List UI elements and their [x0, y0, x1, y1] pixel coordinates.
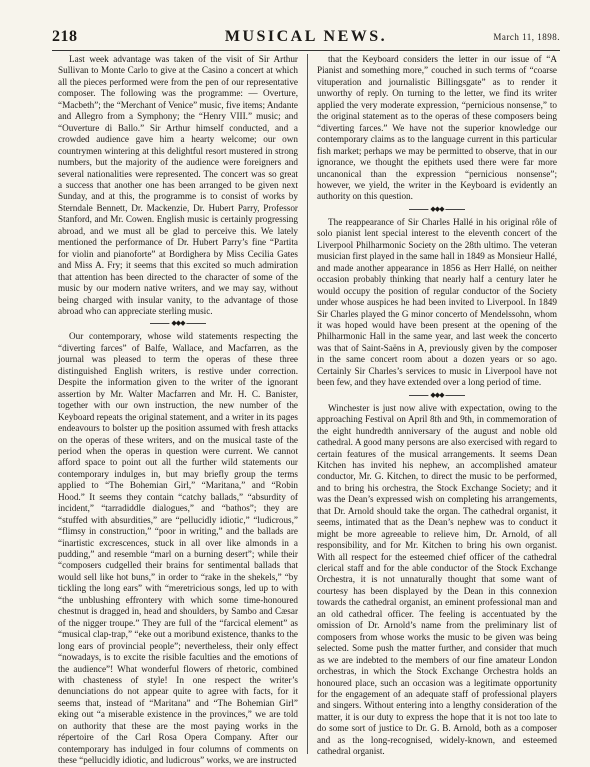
- journal-title: MUSICAL NEWS.: [224, 28, 388, 45]
- right-column: [317, 54, 557, 757]
- section-ornament: [58, 319, 298, 327]
- section-ornament: [317, 205, 557, 213]
- page-header: [52, 28, 560, 46]
- column-divider: [307, 54, 308, 754]
- header-rule: [52, 50, 560, 51]
- ornament-glyph: ◆◆◆: [169, 318, 186, 329]
- paragraph-keyboard-controversy: Our contemporary, whose wild statements respecting the “diverting farces” of Balfe, Wallace, and Macfarren, as the journal was pleased to term the operas of these three distinguished English writers, is restive under correction. Despite the information given to the writer of the ignorant assertion by Mr. Walter Macfarren and Mr. H. C. Banister, together with our own instruction, the new number of the Keyboard repeats the original statement, and a writer in its pages endeavours to bolster up the position assumed with fresh attacks on the operas of these writers, and on the musical taste of the period when the operas in question were current. We cannot afford space to point out all the further wild statements our contemporary indulges in, but may briefly group the terms applied to “The Bohemian Girl,” “Maritana,” and “Robin Hood.” It seems they contain “catchy ballads,” “absurdity of incident,” “tarradiddle dialogues,” and “bathos”; they are “stuffed with absurdities,” are “pellucidly idiotic,” “ludicrous,” “flimsy in construction,” “poor in writing,” and the ballads are “inartistic excrescences, stuck in all over like almonds in a pudding,” and resemble “marl on a burning desert”; while their “composers cudgelled their brains for sentimental ballads that would sell like hot buns,” in order to “rake in the shekels,” “by tickling the long ears” with “meretricious songs, led up to with “the unblushing effrontery with which some time-honoured chestnut is dragged in, head and shoulders, by Sambo and Cæsar of the nigger troupe.” They are full of the “farcical element” as “musical clap-trap,” “eke out a moribund existence, thanks to the long ears of provincial people”; nevertheless, their only effect “nowadays, is to excite the risible faculties and the emotions of the audience”! What wonderful flowers of rhetoric, combined with chasteness of style! In one respect the writer’s denunciations do not appear quite to agree with facts, for it seems that, instead of “Maritana” and “The Bohemian Girl” eking out “a miserable existence in the provinces,” we are told on authority that these are the most paying works in the répertoire of the Carl Rosa Opera Company. After our contemporary has indulged in four columns of comments on these “pellucidly idiotic, and ludicrous” works, we are instructed: [58, 331, 298, 766]
- paragraph-keyboard-continued: that the Keyboard considers the letter in our issue of “A Pianist and something more,” couched in such terms of “coarse vituperation and journalistic Billingsgate” as to render it unworthy of reply. On turning to the letter, we find its writer applied the very moderate expression, “pernicious nonsense,” to the original statement as to the operas of these composers being “diverting farces.” We have not the superior knowledge our contemporary claims as to the language current in this particular fish market; perhaps we may be permitted to observe, that in our ignorance, we thought the epithets used there were far more uncanonical than the expression “pernicious nonsense”; however, we yield, the writer in the Keyboard is evidently an authority on this question.: [317, 54, 557, 202]
- paragraph-sullivan-monte-carlo: Last week advantage was taken of the visit of Sir Arthur Sullivan to Monte Carlo to give at the Casino a concert at which all the pieces performed were from the pen of our representative composer. The following was the programme: — Overture, “Macbeth”; the “Merchant of Venice” music, five items; Andante and Allegro from a Symphony; the “Henry VIII.” music; and “Ouverture di Ballo.” Sir Arthur himself conducted, and a crowded audience gave him a hearty welcome; our own countrymen wintering at this delightful resort mustered in strong numbers, but the majority of the audience were foreigners and several nationalities were represented. The concert was so great a success that another one has been arranged to be given next Sunday, and at this, the programme is to consist of works by Sterndale Bennett, Dr. Mackenzie, Dr. Hubert Parry, Professor Stanford, and Mr. Cowen. English music is certainly progressing abroad, and we must all be glad to perceive this. We lately mentioned the performance of Dr. Hubert Parry’s fine “Partita for violin and pianoforte” at Bordighera by Miss Cecilia Gates and Miss A. Fry; it seems that this excited so much admiration that attention has been directed to the character of some of the music by our modern native writers, and we may say, without being charged with insular vanity, to the advantage of those abroad who can appreciate sterling music.: [58, 54, 298, 316]
- ornament-glyph: ◆◆◆: [428, 204, 445, 215]
- page-number: 218: [52, 28, 78, 45]
- paragraph-winchester-festival: Winchester is just now alive with expectation, owing to the approaching Festival on April 8th and 9th, in commemoration of the eight hundredth anniversary of the august and noble old cathedral. A good many persons are also exercised with regard to certain features of the musical arrangements. It seems Dean Kitchen has invited his nephew, an accomplished amateur conductor, Mr. G. Kitchen, to direct the music to be performed, and to bring his orchestra, the Stock Exchange Society; and it was the Dean’s expressed wish on completing his arrangements, that Dr. Arnold should take the organ. The cathedral organist, it seems, intimated that as the Dean’s nephew was to conduct it might be more agreeable to relieve him, Dr. Arnold, of all responsibility, and for Mr. Kitchen to bring his own organist. With all respect for the esteemed chief officer of the cathedral clerical staff and for the able conductor of the Stock Exchange Orchestra, it is not unnaturally thought that some want of courtesy has been displayed by the Dean in this connexion towards the cathedral organist, an eminent professional man and an old cathedral officer. The feeling is accentuated by the omission of Dr. Arnold’s name from the preliminary list of composers from whose works the music to be given was being selected. Some push the matter further, and consider that much as we are indebted to the members of our fine amateur London orchestras, in which the Stock Exchange Orchestra holds an honoured place, such an occasion was a legitimate opportunity for the engagement of an adequate staff of professional players and singers. Without entering into a lengthy consideration of the matter, it is our duty to express the hope that it is not too late to do some sort of justice to Dr. G. B. Arnold, both as a composer and as the long-recognised, widely-known, and esteemed cathedral organist.: [317, 402, 557, 757]
- paragraph-halle-liverpool: The reappearance of Sir Charles Hallé in his original rôle of solo pianist lent special interest to the eleventh concert of the Liverpool Philharmonic Society on the 28th ultimo. The veteran musician first played in the same hall in 1849 as Monsieur Hallé, and made another appearance in 1856 as Herr Hallé, on neither occasion probably thinking that nearly half a century later he would occupy the position of regular conductor of the Society under whose auspices he had been invited to Liverpool. In 1849 Sir Charles played the G minor concerto of Mendelssohn, whom it was hoped would have been present at the opening of the Philharmonic Hall in the same year, and last week the concerto was that of Saint-Saëns in A, previously given by the composer in the same concert room about a dozen years or so ago. Certainly Sir Charles’s services to music in Liverpool have not been few, and they have extended over a long period of time.: [317, 216, 557, 388]
- left-column: [58, 54, 298, 766]
- issue-date: March 11, 1898.: [493, 32, 560, 42]
- ornament-glyph: ◆◆◆: [428, 390, 445, 401]
- section-ornament: [317, 391, 557, 399]
